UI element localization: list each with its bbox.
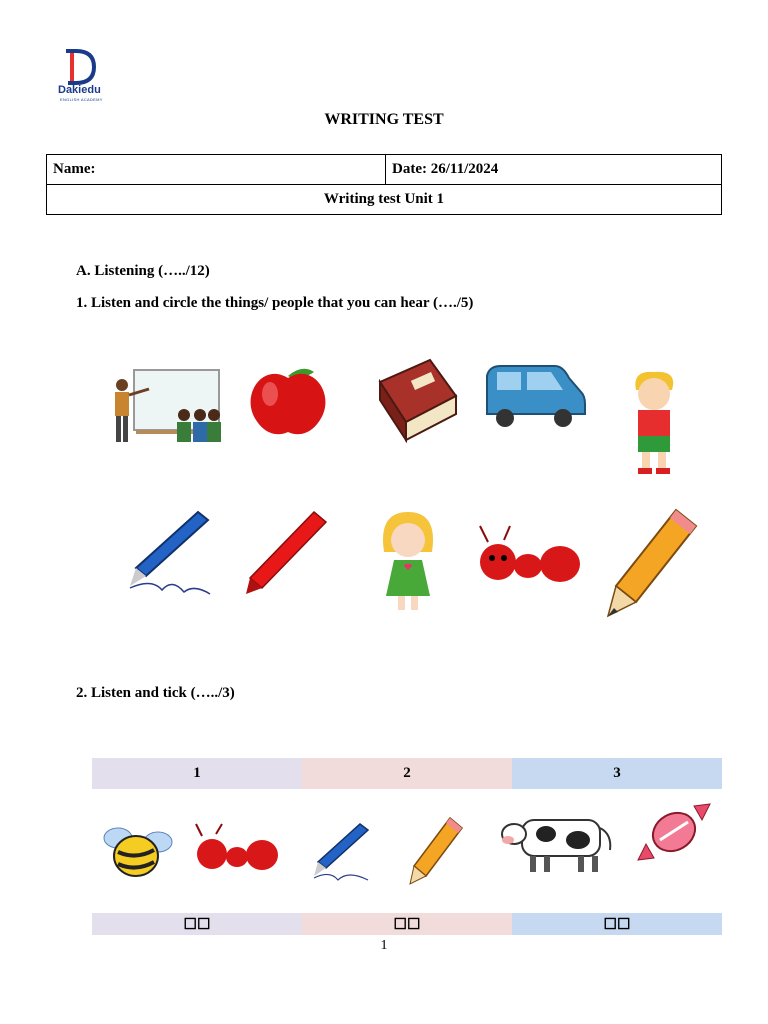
ant-checkbox[interactable]: ☐ [197,916,211,933]
boy-picture[interactable] [622,368,686,476]
cow-checkbox[interactable]: ☐ [603,916,617,933]
pencil-picture-2[interactable] [408,814,466,886]
bee-checkbox[interactable]: ☐ [183,916,197,933]
tick-header-row [92,758,722,789]
car-picture[interactable] [483,362,587,430]
ant-picture[interactable] [476,524,582,588]
pen-picture-2[interactable] [310,822,372,884]
question-1: 1. Listen and circle the things/ people that you can hear (…./5) [76,295,474,311]
column-1-label: 1 [92,758,302,789]
cow-picture[interactable] [500,810,618,876]
pen-picture[interactable] [122,508,214,600]
section-a-heading: A. Listening (…../12) [76,263,210,279]
page-number: 1 [380,938,388,953]
logo-brand-text: Dakiedu [58,84,101,96]
pencil-picture[interactable] [604,504,700,618]
page-title: WRITING TEST [324,111,444,128]
checkbox-row [92,913,722,935]
book-picture[interactable] [372,352,462,446]
pen-checkbox[interactable]: ☐ [393,916,407,933]
apple-picture[interactable] [242,356,334,440]
column-3-label: 3 [512,758,722,789]
info-table [46,154,722,215]
pencil-checkbox[interactable]: ☐ [407,916,421,933]
unit-cell: Writing test Unit 1 [47,185,722,215]
column-3-checkboxes [512,913,722,935]
teacher-classroom-picture[interactable] [104,365,224,450]
red-marker-picture[interactable] [244,508,330,596]
candy-checkbox[interactable]: ☐ [617,916,631,933]
bee-picture[interactable] [98,816,174,882]
question-2: 2. Listen and tick (…../3) [76,685,235,701]
name-cell[interactable]: Name: [47,155,386,185]
column-1-checkboxes [92,913,302,935]
candy-picture[interactable] [636,800,712,864]
logo-subtitle: ENGLISH ACADEMY [60,97,103,102]
ant-picture-2[interactable] [194,822,280,876]
column-2-label: 2 [302,758,512,789]
date-cell: Date: 26/11/2024 [386,155,722,185]
column-2-checkboxes [302,913,512,935]
girl-picture[interactable] [376,508,440,616]
